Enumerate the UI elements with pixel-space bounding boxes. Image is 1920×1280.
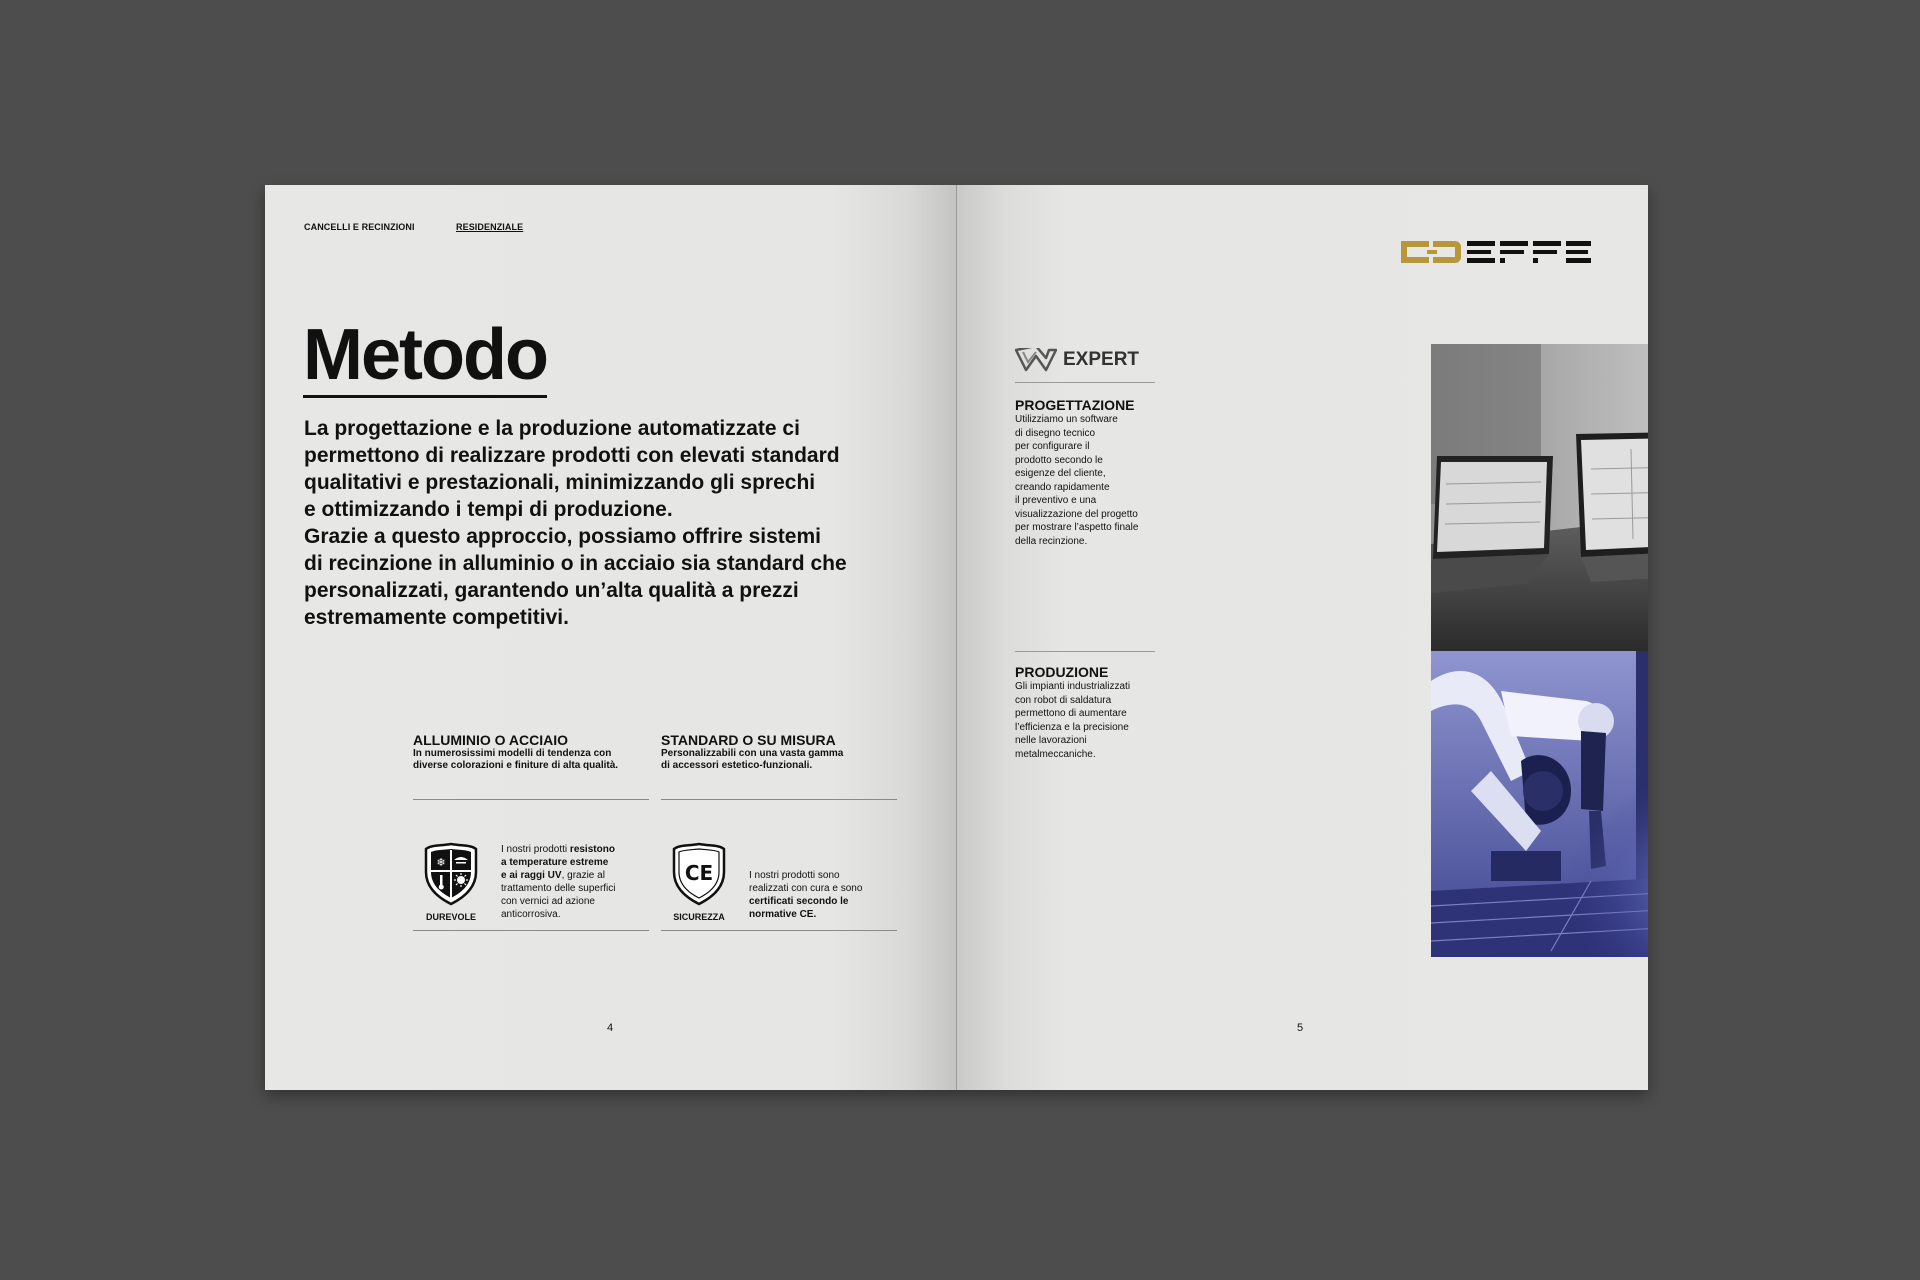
page-number: 5 [1297,1022,1304,1034]
right-page [957,185,1648,1090]
running-head-category: CANCELLI E RECINZIONI [304,222,415,232]
page-title: Metodo [303,319,547,398]
svg-text:CE: CE [684,861,714,885]
feature-text: Personalizzabili con una vasta gamma di accessori estetico-funzionali. [661,748,844,771]
divider [413,799,649,800]
badge-text-bold: resistono a temperature estreme e ai raggi UV [501,844,615,881]
section-text: Gli impianti industrializzati con robot di saldatura permettono di aumentare l’efficienza e la precisione nelle lavorazioni metalmeccaniche. [1015,681,1131,760]
feature-custom [661,732,897,772]
divider [661,930,897,931]
section-produzione [1015,664,1160,761]
feature-title: STANDARD O SU MISURA [661,732,836,748]
divider [1015,651,1155,652]
divider [413,930,649,931]
feature-material [413,732,649,772]
section-text: Utilizziamo un software di disegno tecnico per configurare il prodotto secondo le esigenze del cliente, creando rapidamente il preventivo e una visualizzazione del progetto per mostrare l’aspetto finale della recinzione. [1015,414,1139,547]
badge-text-sicurezza [749,869,862,921]
running-head-section: RESIDENZIALE [456,222,524,232]
section-title: PROGETTAZIONE [1015,397,1135,413]
divider [1015,382,1155,383]
badge-text-bold: certificati secondo le normative CE. [749,896,849,920]
feature-text: In numerosissimi modelli di tendenza con diverse colorazioni e finiture di alta qualità. [413,748,619,771]
badge-text-part: I nostri prodotti sono realizzati con cura e sono [749,870,863,894]
expert-w-icon [1015,348,1057,372]
section-title: PRODUZIONE [1015,664,1109,680]
cdeffe-logo [1401,237,1591,272]
photo-design-laptops [1431,344,1648,651]
shield-weather-icon [423,842,479,906]
section-progettazione [1015,397,1160,548]
badge-text-part: , grazie al trattamento delle superfici con vernici ad azione anticorrosiva. [501,870,616,920]
cdeffe-logo-mark [1401,237,1591,267]
svg-text:❄: ❄ [436,856,446,869]
feature-title: ALLUMINIO O ACCIAIO [413,732,569,748]
badge-label: SICUREZZA [673,912,725,922]
badge-text-part: I nostri prodotti [501,844,570,855]
badge-durevole [421,842,481,922]
expert-label [1015,348,1139,372]
photo-welding-robot [1431,651,1648,957]
expert-text: EXPERT [1063,349,1140,370]
intro-paragraph: La progettazione e la produzione automatizzate ci permettono di realizzare prodotti con elevati standard qualitativi e prestazionali, minimizzando gli sprechi e ottimizzando i tempi di produzione. Grazie a questo approccio, possiamo offrire sistemi di recinzione in alluminio o in acciaio sia standard che personalizzati, garantendo un’alta qualità a prezzi estremamente competitivi. [304,417,847,629]
shield-ce-icon [671,842,727,906]
badge-label: DUREVOLE [425,912,476,922]
badge-sicurezza [669,842,729,922]
divider [661,799,897,800]
left-page [265,185,956,1090]
page-number: 4 [607,1022,614,1034]
badge-text-durevole [501,843,616,921]
brochure-spread [265,185,1648,1090]
